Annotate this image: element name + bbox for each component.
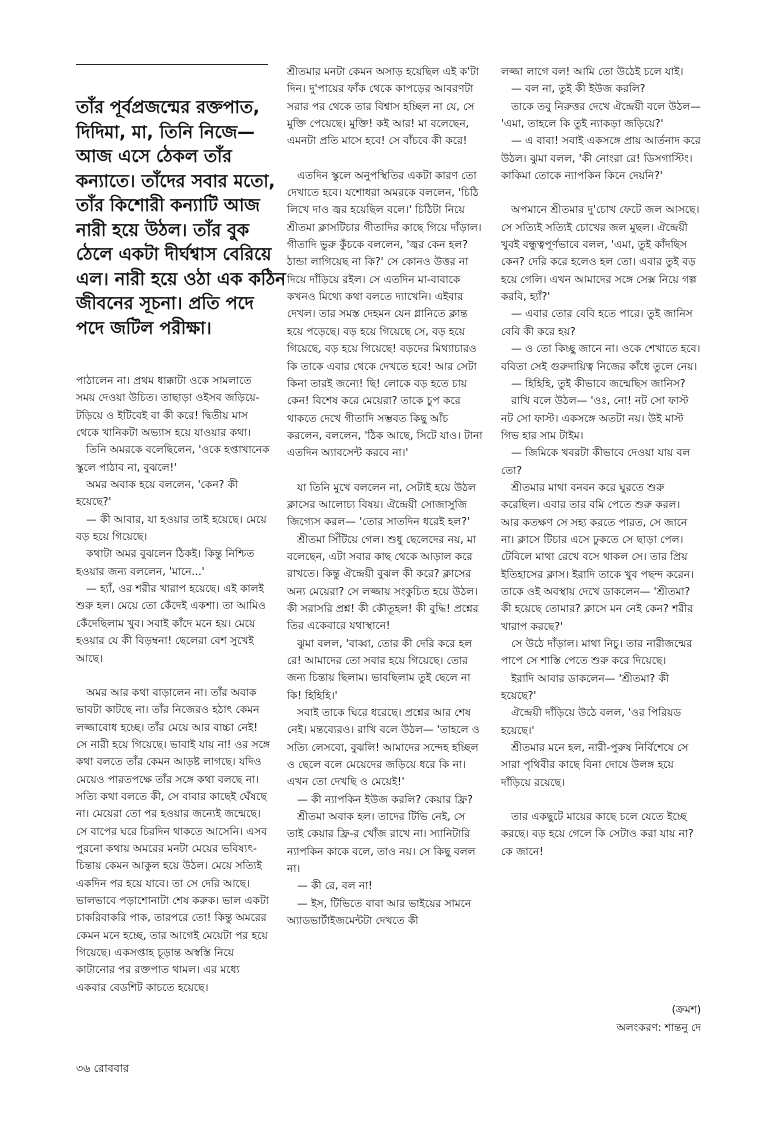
paragraph: তার একছুটে মায়ের কাছে চলে যেতে ইচ্ছে করছে। বড় হয়ে গেলে কি সেটাও করা যায় না? কে জানে! (501, 811, 698, 858)
paragraph: তাকে তবু নিরুত্তর দেখে ঐন্দ্রেয়ী বলে উঠল— 'এমা, তাহলে কি তুই ন্যাকড়া জড়িয়ে?' (501, 100, 705, 131)
paragraph: লজ্জা লাগে বল! আমি তো উঠেই চলে যাই। (501, 66, 684, 78)
paragraph: শ্রীতমার মনটা কেমন অসাড় হয়েছিল এই ক'টা দিন। দু'পায়ের ফাঁক থেকে কাপড়ের আবরণটা সরার পর থেকে তার বিশ্বাস হচ্ছিল না যে, সে মুক্তি পেয়েছে। মুক্তি! কই আর! মা বলেছেন, এমনটা প্রতি মাসে হবে! সে বাঁচবে কী করে! (287, 66, 483, 148)
paragraph: — কী আবার, যা হওয়ার তাই হয়েছে। মেয়ে বড় হয়ে গিয়েছে। (76, 513, 271, 544)
paragraph: এতদিন স্কুলে অনুপস্থিতির একটা কারণ তো দেখাতে হবে। যশোধরা অমরকে বললেন, 'চিঠি লিখে দাও জ্বর হয়েছিল বলে।' চিঠিটা নিয়ে শ্রীতমা ক্লাসটিচার গীতাদির কাছে গিয়ে দাঁড়াল। গীতাদি ভুরু কুঁচকে বললেন, 'জ্বর কেন হল? ঠান্ডা লাগিয়েছ না কি?' সে কোনও উত্তর না দিয়ে দাঁড়িয়ে রইল। সে এতদিন মা-বাবাকে কখনও মিথ্যে কথা বলতে দ্যাখেনি। এইবার দেখল। তার সমস্ত দেহমন যেন গ্লানিতে ক্লান্ত হয়ে পড়েছে। বড় হয়ে গিয়েছে সে, বড় হয়ে গিয়েছে, বড় হয়ে গিয়েছে! বড়দের মিথ্যাচারও কি তাকে এবার থেকে দেখতে হবে! আর সেটা কিনা তারই জন্যে! ছি! লোকে বড় হতে চায় কেন! বিশেষ করে মেয়েরা? তাকে চুপ করে থাকতে দেখে গীতাদি সম্ভবত কিছু আঁচ করলেন, বললেন, 'ঠিক আছে, সিটে যাও। টানা এতদিন অ্যাবসেন্ট করবে না।' (287, 169, 486, 460)
paragraph: ইরাদি আবার ডাকলেন— 'শ্রীতমা? কী হয়েছে?' (501, 672, 673, 703)
paragraph: শ্রীতমার মনে হল, নারী-পুরুষ নির্বিশেষে সে সারা পৃথিবীর কাছে বিনা দোষে উলঙ্গ হয়ে দাঁড়িয়ে রয়েছে। (501, 742, 692, 789)
column-3 (501, 64, 705, 861)
paragraph: শ্রীতমার মাথা বনবন করে ঘুরতে শুরু করেছিল। এবার তার বমি পেতে শুরু করল। আর কতক্ষণ সে সহ্য করতে পারত, সে জানে না। ক্লাসে টিচার এসে ঢুকতে সে ছাড়া পেল। টেবিলে মাথা রেখে বসে থাকল সে। তার প্রিয় ইতিহাসের ক্লাস। ইরাদি তাকে খুব পছন্দ করেন। তাকে ওই অবস্থায় দেখে ডাকলেন— 'শ্রীতমা? কী হয়েছে তোমার? ক্লাসে মন নেই কেন? শরীর খারাপ করছে?' (501, 481, 698, 633)
paragraph: — এবার তোর বেবি হতে পারে। তুই জানিস বেবি কী করে হয়? (501, 308, 697, 338)
paragraph: — এ বাবা! সবাই একসঙ্গে প্রায় আর্তনাদ করে উঠল। ঝুমা বলল, 'কী নোংরা রে! ডিসগাস্টিং। কাকিমা তোকে ন্যাপকিন কিনে দেয়নি?' (501, 135, 705, 183)
paragraph: যা তিনি মুখে বললেন না, সেটাই হয়ে উঠল ক্লাসের আলোচ্য বিষয়। ঐন্দ্রেয়ী সোজাসুজি জিগ্যেস করল— 'তোর সাতদিন ধরেই হল?' (287, 481, 480, 529)
paragraph: অমর আর কথা বাড়ালেন না। তাঁর অবাক ভাবটা কাটছে না। তাঁর নিজেরও হঠাৎ কেমন লজ্জাবোধ হচ্ছে। তাঁর মেয়ে আর বাচ্চা নেই! সে নারী হয়ে গিয়েছে। ভাবাই যায় না! ওর সঙ্গে কথা বলতে তাঁর কেমন আড়ষ্ট লাগছে। যদিও মেয়েও পারতপক্ষে তাঁর সঙ্গে কথা বলছে না। সত্যি কথা বলতে কী, সে বাবার কাছেই ঘেঁষছে না। মেয়েরা তো পর হওয়ার জন্যেই জন্মেছে। সে বাপের ঘরে চিরদিন থাকতে আসেনি। এসব পুরনো কথায় অমরের মনটা মেয়ের ভবিষ্যৎ-চিন্তায় কেমন আকুল হয়ে উঠল। মেয়ে সত্যিই একদিন পর হয়ে যাবে। তা সে দেরি আছে। ভালভাবে পড়াশোনাটা শেষ করুক। ভাল একটা চাকরিবাকরি পাক, তারপরে তো! কিন্তু অমরের কেমন মনে হচ্ছে, তার আগেই মেয়েটা পর হয়ে গিয়েছে। একসপ্তাহ চূড়ান্ত অস্বস্তি নিয়ে কাটানোর পর রক্তপাত থামল। এর মধ্যে একবার বেডশিট কাচতে হয়েছে। (76, 686, 274, 994)
paragraph: সে উঠে দাঁড়াল। মাথা নিচু। তার নারীজন্মের পাপে সে শাস্তি পেতে শুরু করে দিয়েছে। (501, 638, 696, 668)
continued-label: (ক্রমশ) (671, 1004, 701, 1016)
paragraph: অপমানে শ্রীতমার দু'চোখ ফেটে জল আসছে। সে সত্যিই সত্যিই চোখের জল মুছল। ঐন্দ্রেয়ী খুবই বন্ধুত্বপূর্ণভাবে বলল, 'এমা, তুই কাঁদছিস কেন? দেরি করে হলেও হল তো। এবার তুই বড় হয়ে গেলি। এখন আমাদের সঙ্গে সেক্স নিয়ে গল্প করবি, হ্যাঁ?' (501, 204, 703, 304)
paragraph: — বল না, তুই কী ইউজ করলি? (501, 83, 646, 96)
paragraph: পাঠালেন না। প্রথম ধাক্কাটা ওকে সামলাতে সময় দেওয়া উচিত। তাছাড়া ওইসব জড়িয়ে-টড়িয়ে ও ইটিবেই বা কী করে! দ্বিতীয় মাস থেকে খানিকটা অভ্যাস হয়ে যাওয়ার কথা। (76, 375, 260, 440)
paragraph: — ও তো কিচ্ছু জানে না। ওকে শেখাতে হবে। ববিতা সেই গুরুদায়িত্ব নিজের কাঁধে তুলে নেয়। (501, 343, 704, 373)
paragraph: — হিহিহি, তুই কীভাবে জন্মেছিস জানিস? (501, 377, 686, 390)
column-1 (76, 373, 274, 997)
paragraph: অমর অবাক হয়ে বললেন, 'কেন? কী হয়েছে?' (76, 479, 242, 509)
paragraph: রাখি বলে উঠল— 'ওঃ, নো! নট সো ফাস্ট নট সো ফাস্ট। একসঙ্গে অতটা নয়। উই মাস্ট গিভ হার সাম টাইম। (501, 395, 692, 442)
paragraph: শ্রীতমা অবাক হল। তাদের টিভি নেই, সে তাই কেয়ার ফ্রি-র খোঁজ রাখে না। স্যানিটারি ন্যাপকিন কাকে বলে, তাও নয়। সে কিছু বলল না। (287, 811, 479, 876)
page-folio: ৩৬ রোববার (76, 1062, 129, 1075)
paragraph: — হ্যাঁ, ওর শরীর খারাপ হয়েছে। এই কালই শুরু হল। মেয়ে তো কেঁদেই একশা। তা আমিও কেঁদেছিলাম খুব। সবাই কাঁদে মনে হয়। মেয়ে হওয়ার যে কী বিড়ম্বনা! ছেলেরা বেশ সুখেই আছে। (76, 583, 270, 665)
pull-quote: তাঁর পূর্বপ্রজন্মের রক্তপাত, দিদিমা, মা, তিনি নিজে— আজ এসে ঠেকল তাঁর কন্যাতে। তাঁদের সবার মতো, তাঁর কিশোরী কন্যাটি আজ নারী হয়ে উঠল। তাঁর বুক ঠেলে একটা দীর্ঘশ্বাস বেরিয়ে এল। নারী হয়ে ওঠা এক কঠিন জীবনের সূচনা। প্রতি পদে পদে জটিল পরীক্ষা। (76, 98, 286, 339)
paragraph: ঐন্দ্রেয়ী দাঁড়িয়ে উঠে বলল, 'ওর পিরিয়ড হয়েছে।' (501, 707, 685, 737)
pull-quote-rule (76, 64, 268, 65)
paragraph: শ্রীতমা সিঁটিয়ে গেল। শুধু ছেলেদের নয়, মা বলেছেন, এটা সবার কাছ থেকে আড়াল করে রাখতে। কিন্তু ঐন্দ্রেয়ী বুঝল কী করে? ক্লাসের অন্য মেয়েরা? সে লজ্জায় সংকুচিত হয়ে উঠল। কী সরাসরি প্রশ্ন! কী কৌতূহল! কী বুদ্ধি! প্রশ্নের তির একেবারে যথাস্থানে! (287, 533, 482, 633)
paragraph: ঝুমা বলল, 'বাব্বা, তোর কী দেরি করে হল রে! আমাদের তো সবার হয়ে গিয়েছে। তোর জন্য চিন্তায় ছিলাম। ভাবছিলাম তুই ছেলে না কি! হিহিহি।' (287, 637, 476, 702)
paragraph: কথাটা অমর বুঝলেন ঠিকই। কিন্তু নিশ্চিত হওয়ার জন্য বললেন, 'মানে...' (76, 548, 258, 578)
illustration-credit: অলংকরণ: শান্তনু দে (616, 1022, 701, 1034)
paragraph: তিনি অমরকে বলেছিলেন, 'ওকে হপ্তাখানেক স্কুলে পাঠাব না, বুঝলে!' (76, 444, 273, 474)
paragraph: — কী রে, বল না! (287, 880, 373, 893)
column-2 (287, 64, 485, 931)
paragraph: — ইস, টিভিতে বাবা আর ভাইয়ের সামনে অ্যাডভার্টাইজমেন্টটা দেখতে কী (287, 897, 475, 928)
paragraph: — জিমিকে খবরটা কীভাবে দেওয়া যায় বল তো? (501, 447, 694, 477)
paragraph: — কী ন্যাপকিন ইউজ করলি? কেয়ার ফ্রি? (287, 793, 473, 806)
paragraph: সবাই তাকে ঘিরে ধরেছে। প্রশ্নের আর শেষ নেই। মন্তব্যেরও। রাখি বলে উঠল— 'তাহলে ও সত্যি লেসবো, বুঝলি! আমাদের সন্দেহ হচ্ছিল ও ছেলে বলে মেয়েদের জড়িয়ে ধরে কি না। এখন তো দেখছি ও মেয়েই!' (287, 707, 484, 789)
